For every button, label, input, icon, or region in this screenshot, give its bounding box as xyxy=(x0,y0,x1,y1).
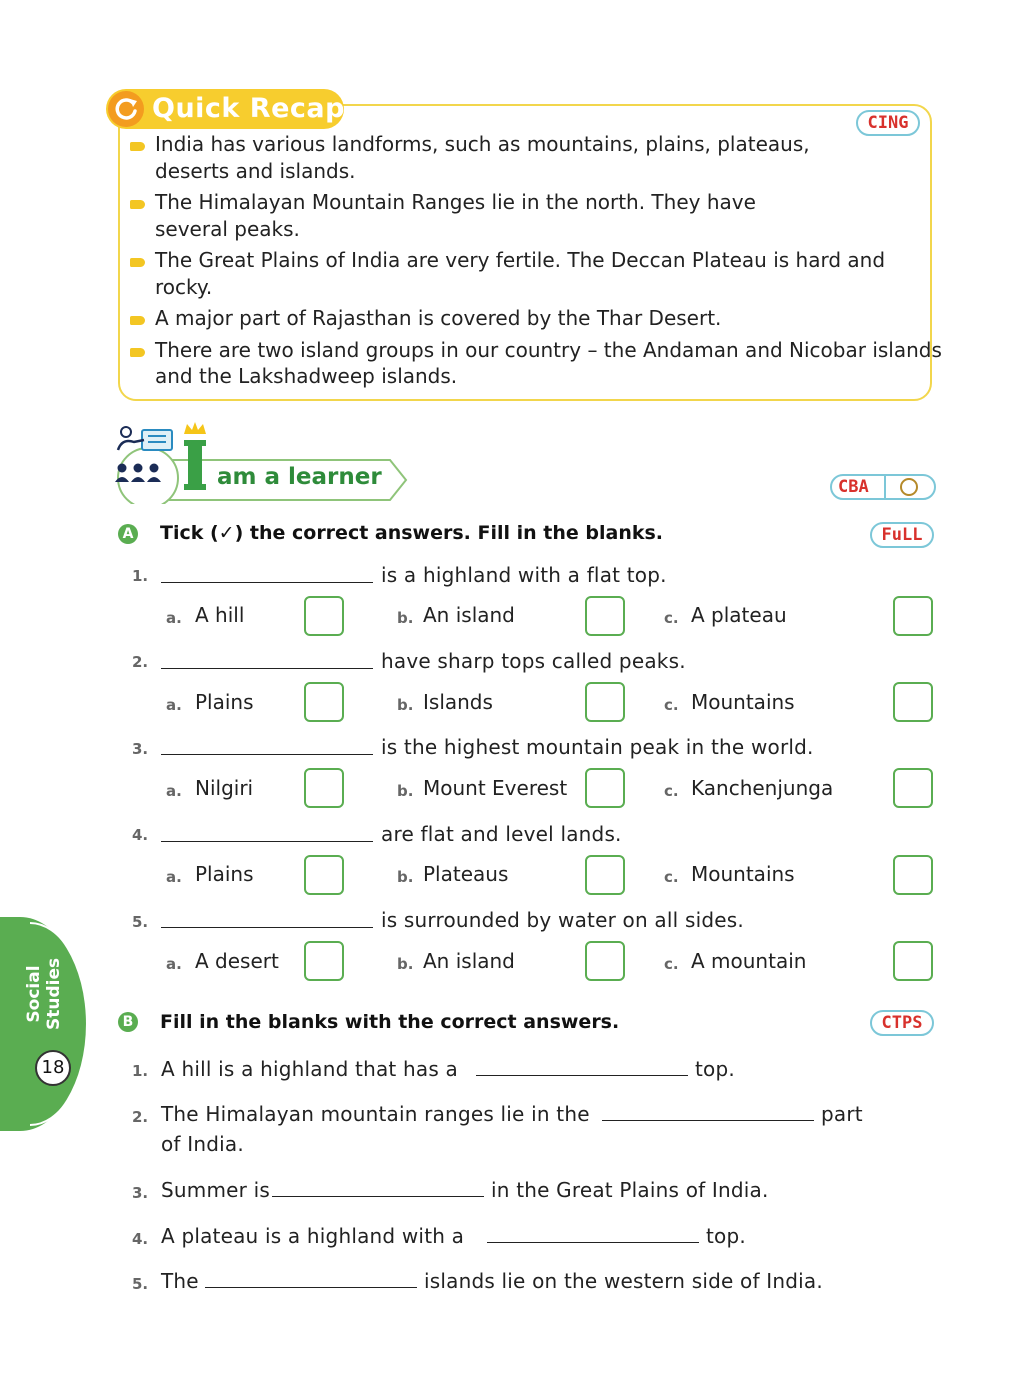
full-tag: FuLL xyxy=(870,522,934,548)
section-a-badge: A xyxy=(118,524,138,544)
option-letter: c. xyxy=(664,782,679,800)
tick-box[interactable] xyxy=(585,855,625,895)
question-number: 5. xyxy=(132,913,149,931)
option-letter: c. xyxy=(664,696,679,714)
cba-tag xyxy=(830,474,936,500)
question-text: A plateau is a highland with a xyxy=(161,1224,465,1248)
option-text: Kanchenjunga xyxy=(691,776,834,800)
option-text: A mountain xyxy=(691,949,807,973)
option-text: Plains xyxy=(195,690,254,714)
question-number: 1. xyxy=(132,1062,149,1080)
tick-box[interactable] xyxy=(304,941,344,981)
answer-blank[interactable] xyxy=(205,1287,417,1288)
option-letter: a. xyxy=(166,868,182,886)
badge-divider xyxy=(884,476,886,498)
question-text: in the Great Plains of India. xyxy=(491,1178,769,1202)
option-letter: c. xyxy=(664,868,679,886)
recap-bullet: There are two island groups in our country – the Andaman and Nicobar islands and the Lakshadweep islands. xyxy=(128,337,945,390)
recap-bullet: The Great Plains of India are very fertile. The Deccan Plateau is hard and rocky. xyxy=(128,247,915,300)
option-letter: c. xyxy=(664,955,679,973)
question-number: 3. xyxy=(132,740,149,758)
option-text: Plateaus xyxy=(423,862,509,886)
option-letter: a. xyxy=(166,609,182,627)
section-b-title: Fill in the blanks with the correct answers. xyxy=(160,1011,620,1033)
option-letter: c. xyxy=(664,609,679,627)
question-text: top. xyxy=(706,1224,746,1248)
question-text: part xyxy=(821,1102,863,1126)
option-text: Mountains xyxy=(691,862,795,886)
tick-box[interactable] xyxy=(304,682,344,722)
refresh-icon xyxy=(108,91,144,127)
section-b-badge: B xyxy=(118,1012,138,1032)
learner-title: am a learner xyxy=(217,464,382,490)
tick-box[interactable] xyxy=(893,941,933,981)
option-text: Mount Everest xyxy=(423,776,568,800)
option-text: Mountains xyxy=(691,690,795,714)
option-letter: b. xyxy=(397,955,414,973)
emblem-icon xyxy=(900,478,918,496)
question-number: 1. xyxy=(132,567,149,585)
question-number: 3. xyxy=(132,1184,149,1202)
tick-box[interactable] xyxy=(585,941,625,981)
question-text: have sharp tops called peaks. xyxy=(381,649,686,673)
learner-banner xyxy=(112,420,412,504)
question-text: A hill is a highland that has a xyxy=(161,1057,458,1081)
option-text: Nilgiri xyxy=(195,776,254,800)
question-number: 2. xyxy=(132,653,149,671)
answer-blank[interactable] xyxy=(161,754,373,755)
ctps-tag: CTPS xyxy=(870,1010,934,1036)
quick-recap-title: Quick Recap xyxy=(152,93,345,124)
cba-label: CBA xyxy=(838,477,869,497)
cing-tag: CING xyxy=(856,110,920,136)
question-number: 5. xyxy=(132,1275,149,1293)
answer-blank[interactable] xyxy=(161,927,373,928)
question-text: is the highest mountain peak in the world. xyxy=(381,735,814,759)
tick-box[interactable] xyxy=(893,768,933,808)
answer-blank[interactable] xyxy=(272,1196,484,1197)
tick-box[interactable] xyxy=(304,768,344,808)
question-number: 4. xyxy=(132,826,149,844)
option-letter: a. xyxy=(166,782,182,800)
question-text: top. xyxy=(695,1057,735,1081)
option-text: A hill xyxy=(195,603,245,627)
option-letter: a. xyxy=(166,696,182,714)
subject-line2: Studies xyxy=(44,957,64,1030)
answer-blank[interactable] xyxy=(487,1242,699,1243)
option-text: A plateau xyxy=(691,603,787,627)
tick-box[interactable] xyxy=(893,596,933,636)
tick-box[interactable] xyxy=(585,682,625,722)
question-text: islands lie on the western side of India. xyxy=(424,1269,823,1293)
answer-blank[interactable] xyxy=(161,582,373,583)
subject-line1: Social xyxy=(24,965,44,1023)
question-text: The xyxy=(161,1269,199,1293)
answer-blank[interactable] xyxy=(161,668,373,669)
recap-bullet-list xyxy=(128,131,942,395)
option-text: Plains xyxy=(195,862,254,886)
tick-box[interactable] xyxy=(893,682,933,722)
question-text: is a highland with a flat top. xyxy=(381,563,667,587)
subject-label xyxy=(24,958,64,1030)
option-text: A desert xyxy=(195,949,279,973)
option-letter: a. xyxy=(166,955,182,973)
recap-bullet: The Himalayan Mountain Ranges lie in the north. They have several peaks. xyxy=(128,189,815,242)
answer-blank[interactable] xyxy=(602,1120,814,1121)
recap-bullet: India has various landforms, such as mountains, plains, plateaus, deserts and islands. xyxy=(128,131,855,184)
answer-blank[interactable] xyxy=(161,841,373,842)
question-text: is surrounded by water on all sides. xyxy=(381,908,744,932)
question-number: 2. xyxy=(132,1108,149,1126)
question-text: are flat and level lands. xyxy=(381,822,622,846)
section-a-title: Tick (✓) the correct answers. Fill in the blanks. xyxy=(160,522,664,544)
question-text: Summer is xyxy=(161,1178,270,1202)
answer-blank[interactable] xyxy=(476,1075,688,1076)
option-text: Islands xyxy=(423,690,493,714)
tick-box[interactable] xyxy=(585,768,625,808)
option-letter: b. xyxy=(397,868,414,886)
recap-bullet: A major part of Rajasthan is covered by the Thar Desert. xyxy=(128,305,915,332)
question-text: The Himalayan mountain ranges lie in the xyxy=(161,1102,590,1126)
question-number: 4. xyxy=(132,1230,149,1248)
tick-box[interactable] xyxy=(304,855,344,895)
option-text: An island xyxy=(423,949,515,973)
tick-box[interactable] xyxy=(893,855,933,895)
tick-box[interactable] xyxy=(304,596,344,636)
option-letter: b. xyxy=(397,782,414,800)
option-letter: b. xyxy=(397,696,414,714)
tick-box[interactable] xyxy=(585,596,625,636)
question-text: of India. xyxy=(161,1132,244,1156)
option-text: An island xyxy=(423,603,515,627)
page-number: 18 xyxy=(35,1050,71,1086)
option-letter: b. xyxy=(397,609,414,627)
